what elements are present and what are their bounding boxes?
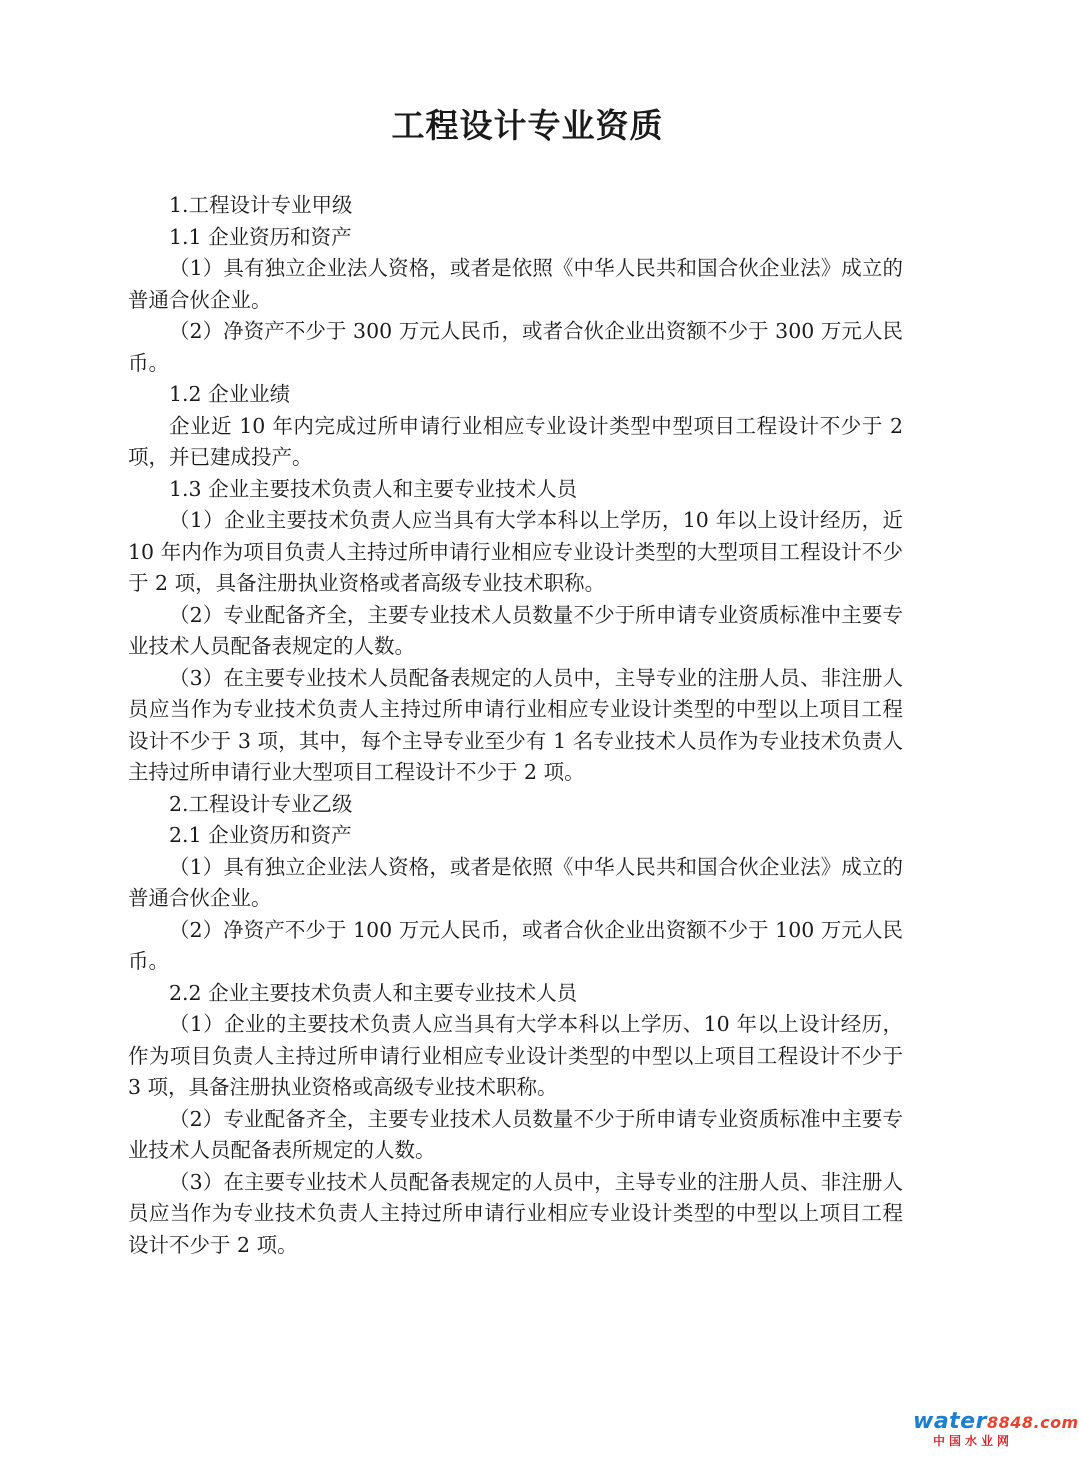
site-watermark <box>913 1409 1079 1449</box>
watermark-logo-word: water <box>913 1409 987 1434</box>
section-heading: 1.3 企业主要技术负责人和主要专业技术人员 <box>169 476 578 501</box>
body-paragraph: （1）具有独立企业法人资格，或者是依照《中华人民共和国合伙企业法》成立的普通合伙企业。 <box>128 256 903 312</box>
body-paragraph: （2）专业配备齐全，主要专业技术人员数量不少于所申请专业资质标准中主要专业技术人员配备表所规定的人数。 <box>128 1106 903 1162</box>
body-paragraph: （3）在主要专业技术人员配备表规定的人员中，主导专业的注册人员、非注册人员应当作为专业技术负责人主持过所申请行业相应专业设计类型的中型以上项目工程设计不少于 2 项。 <box>128 1169 903 1257</box>
body-paragraph: （2）净资产不少于 300 万元人民币，或者合伙企业出资额不少于 300 万元人民币。 <box>128 319 903 375</box>
section-heading: 1.工程设计专业甲级 <box>169 193 353 217</box>
body-paragraph: （2）专业配备齐全，主要专业技术人员数量不少于所申请专业资质标准中主要专业技术人员配备表规定的人数。 <box>128 602 903 658</box>
section-heading: 1.2 企业业绩 <box>169 382 291 406</box>
section-heading: 2.2 企业主要技术负责人和主要专业技术人员 <box>169 980 578 1005</box>
body-paragraph: （1）企业的主要技术负责人应当具有大学本科以上学历、10 年以上设计经历，作为项目负责人主持过所申请行业相应专业设计类型的中型以上项目工程设计不少于 3 项，具备注册执业资格或高级专业技术职称。 <box>128 1012 903 1099</box>
watermark-logo <box>913 1409 1079 1434</box>
watermark-logo-suffix: .com <box>1033 1413 1079 1432</box>
section-heading: 2.工程设计专业乙级 <box>169 791 353 816</box>
body-paragraph: （2）净资产不少于 100 万元人民币，或者合伙企业出资额不少于 100 万元人民币。 <box>128 917 903 973</box>
document-body <box>128 190 903 1261</box>
watermark-logo-number: 8848 <box>986 1413 1034 1432</box>
section-heading: 1.1 企业资历和资产 <box>169 224 352 249</box>
body-paragraph: （1）具有独立企业法人资格，或者是依照《中华人民共和国合伙企业法》成立的普通合伙企业。 <box>128 854 903 910</box>
section-heading: 2.1 企业资历和资产 <box>169 823 352 847</box>
document-title: 工程设计专业资质 <box>391 106 664 145</box>
body-paragraph: （3）在主要专业技术人员配备表规定的人员中，主导专业的注册人员、非注册人员应当作为专业技术负责人主持过所申请行业相应专业设计类型的中型以上项目工程设计不少于 3 项，其中，每个主导专业至少有 1 名专业技术人员作为专业技术负责人主持过所申请行业大型项目工程设计不少于 2 项。 <box>128 665 903 784</box>
body-paragraph: （1）企业主要技术负责人应当具有大学本科以上学历，10 年以上设计经历，近 10 年内作为项目负责人主持过所申请行业相应专业设计类型的大型项目工程设计不少于 2 项，具备注册执业资格或者高级专业技术职称。 <box>128 508 903 595</box>
body-paragraph: 企业近 10 年内完成过所申请行业相应专业设计类型中型项目工程设计不少于 2 项，并已建成投产。 <box>128 413 903 469</box>
watermark-subtitle: 中国水业网 <box>932 1434 1013 1448</box>
